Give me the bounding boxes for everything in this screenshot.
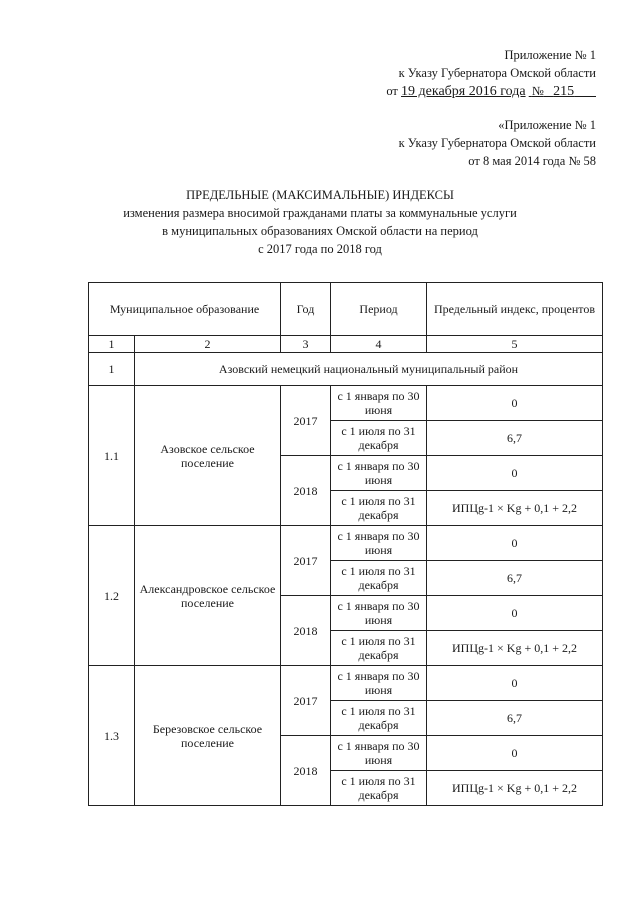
column-number-row — [89, 336, 603, 353]
date-value: 19 декабря 2016 года — [401, 84, 526, 99]
period-cell: с 1 января по 30 июня — [331, 386, 427, 421]
region-number: 1 — [89, 353, 135, 386]
region-row — [89, 353, 603, 386]
column-number: 4 — [331, 336, 427, 353]
period-cell: с 1 июля по 31 декабря — [331, 491, 427, 526]
period-cell: с 1 июля по 31 декабря — [331, 631, 427, 666]
table-row — [89, 666, 603, 701]
period-cell: с 1 июля по 31 декабря — [331, 561, 427, 596]
number-field — [529, 84, 596, 98]
table-header-row — [89, 283, 603, 336]
indices-table — [88, 282, 603, 806]
period-cell: с 1 июля по 31 декабря — [331, 771, 427, 806]
index-value: ИПЦg-1 × Kg + 0,1 + 2,2 — [427, 771, 603, 806]
period-cell: с 1 июля по 31 декабря — [331, 421, 427, 456]
period-cell: с 1 июля по 31 декабря — [331, 701, 427, 736]
appendix-header — [386, 46, 596, 101]
region-name: Азовский немецкий национальный муниципальный район — [135, 353, 603, 386]
table-row — [89, 526, 603, 561]
header-index: Предельный индекс, процентов — [427, 283, 603, 336]
title-line-4: с 2017 года по 2018 год — [258, 242, 382, 256]
index-value: 0 — [427, 596, 603, 631]
document-title — [90, 186, 550, 258]
number-value: 215 — [553, 84, 575, 99]
index-value: 6,7 — [427, 561, 603, 596]
settlement-name: Александровское сельское поселение — [135, 526, 281, 666]
appendix-line-2: к Указу Губернатора Омской области — [398, 66, 596, 80]
period-cell: с 1 января по 30 июня — [331, 456, 427, 491]
title-line-2: изменения размера вносимой гражданами платы за коммунальные услуги — [123, 206, 517, 220]
header-period: Период — [331, 283, 427, 336]
period-cell: с 1 января по 30 июня — [331, 736, 427, 771]
year-cell: 2018 — [281, 736, 331, 806]
previous-appendix-header — [399, 116, 596, 170]
index-value: ИПЦg-1 × Kg + 0,1 + 2,2 — [427, 631, 603, 666]
previous-line-2: к Указу Губернатора Омской области — [398, 136, 596, 150]
index-value: 0 — [427, 456, 603, 491]
indices-table-body — [89, 283, 603, 806]
appendix-date-line — [386, 82, 596, 101]
column-number: 1 — [89, 336, 135, 353]
year-cell: 2017 — [281, 666, 331, 736]
header-year: Год — [281, 283, 331, 336]
period-cell: с 1 января по 30 июня — [331, 526, 427, 561]
index-value: 6,7 — [427, 701, 603, 736]
index-value: 0 — [427, 736, 603, 771]
settlement-name: Азовское сельское поселение — [135, 386, 281, 526]
header-municipality: Муниципальное образование — [89, 283, 281, 336]
table-row — [89, 386, 603, 421]
year-cell: 2017 — [281, 386, 331, 456]
date-prefix: от — [386, 84, 398, 98]
index-value: 0 — [427, 666, 603, 701]
column-number: 3 — [281, 336, 331, 353]
index-value: 0 — [427, 526, 603, 561]
period-cell: с 1 января по 30 июня — [331, 596, 427, 631]
settlement-number: 1.3 — [89, 666, 135, 806]
number-prefix: № — [531, 84, 544, 98]
settlement-number: 1.2 — [89, 526, 135, 666]
settlement-name: Березовское сельское поселение — [135, 666, 281, 806]
year-cell: 2018 — [281, 456, 331, 526]
column-number: 5 — [427, 336, 603, 353]
previous-line-1: «Приложение № 1 — [498, 118, 596, 132]
previous-line-3: от 8 мая 2014 года № 58 — [468, 154, 596, 168]
appendix-line-1: Приложение № 1 — [504, 48, 596, 62]
period-cell: с 1 января по 30 июня — [331, 666, 427, 701]
title-line-3: в муниципальных образованиях Омской области на период — [162, 224, 478, 238]
index-value: 0 — [427, 386, 603, 421]
year-cell: 2018 — [281, 596, 331, 666]
index-value: ИПЦg-1 × Kg + 0,1 + 2,2 — [427, 491, 603, 526]
settlement-number: 1.1 — [89, 386, 135, 526]
column-number: 2 — [135, 336, 281, 353]
year-cell: 2017 — [281, 526, 331, 596]
title-line-1: ПРЕДЕЛЬНЫЕ (МАКСИМАЛЬНЫЕ) ИНДЕКСЫ — [186, 188, 454, 202]
index-value: 6,7 — [427, 421, 603, 456]
